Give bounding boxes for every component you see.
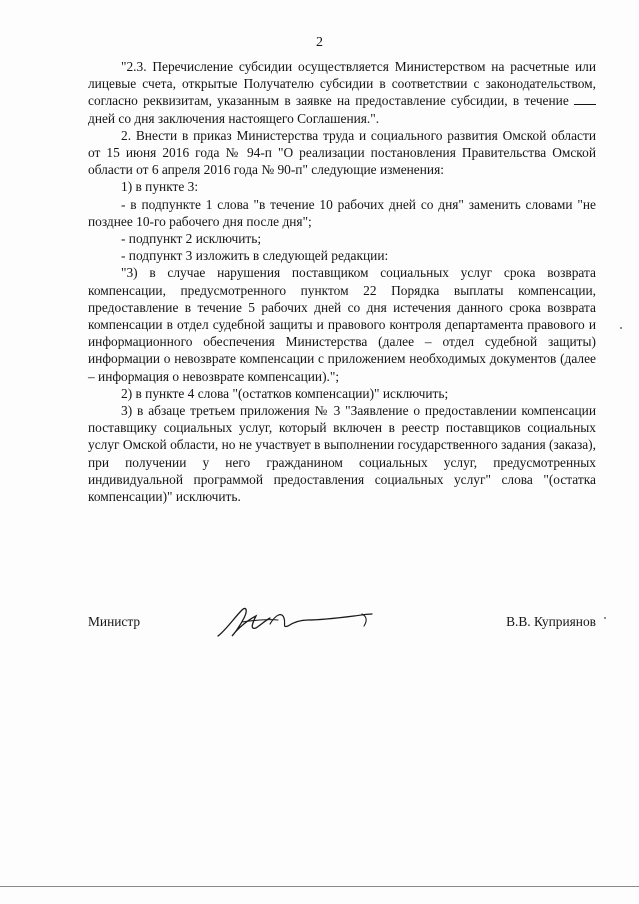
- paragraph-amend-order: 2. Внести в приказ Министерства труда и социального развития Омской области от 15 июня 2016 года № 94-п "О реализации постановления Правительства Омской области от 6 апреля 2016 года № 90-п" следующие изменения:: [88, 127, 596, 178]
- page-number: 2: [316, 35, 323, 50]
- paragraph-text: дней со дня заключения настоящего Соглашения.".: [88, 110, 380, 126]
- paragraph-subitem-2: - подпункт 2 исключить;: [121, 231, 262, 247]
- paragraph-subsidy-transfer: [88, 58, 596, 127]
- signature-block: [88, 610, 596, 640]
- paragraph-item-4: 2) в пункте 4 слова "(остатков компенсации)" исключить;: [121, 385, 449, 401]
- paragraph-text: "2.3. Перечисление субсидии осуществляется Министерством на расчетные или лицевые счета, открытые Получателю субсидии в соответствии с законодательством, согласно реквизитам, указанным в заявке на предоставление субсидии, в течение: [88, 59, 596, 109]
- paragraph-subitem-3: - подпункт 3 изложить в следующей редакции:: [121, 248, 389, 264]
- blank-days-field: [574, 93, 596, 105]
- paragraph-appendix-3: 3) в абзаце третьем приложения № 3 "Заявление о предоставлении компенсации поставщику социальных услуг, который включен в реестр поставщиков социальных услуг Омской области, но не участвует в выполнении государственного задания (заказа), при получении у него гражданином социальных услуг, предусмотренных индивидуальной программой предоставления социальных услуг" слова "(остатка компенсации)" исключить.: [88, 403, 596, 505]
- scan-edge-line: [0, 886, 639, 887]
- signer-title: Министр: [88, 614, 141, 629]
- paragraph-new-wording: "3) в случае нарушения поставщиком социальных услуг срока возврата компенсации, предусмотренного пунктом 22 Порядка выплаты компенсации, предоставление в течение 5 рабочих дней со дня истечения данного срока возврата компенсации в отдел судебной защиты и правового контроля департамента правового и информационного обеспечения Министерства (далее – отдел судебной защиты) информации о невозврате компенсации с приложением необходимых документов (далее – информация о невозврате компенсации).";: [88, 265, 596, 384]
- scan-speck: [604, 617, 606, 619]
- document-body: [88, 58, 596, 505]
- signer-name: В.В. Куприянов: [506, 614, 596, 629]
- paragraph-item-3: 1) в пункте 3:: [121, 179, 199, 195]
- handwritten-signature: [212, 600, 382, 644]
- scan-speck: [620, 327, 622, 329]
- paragraph-subitem-1: - в подпункте 1 слова "в течение 10 рабочих дней со дня" заменить словами "не позднее 10-го рабочего дня после дня";: [88, 196, 596, 229]
